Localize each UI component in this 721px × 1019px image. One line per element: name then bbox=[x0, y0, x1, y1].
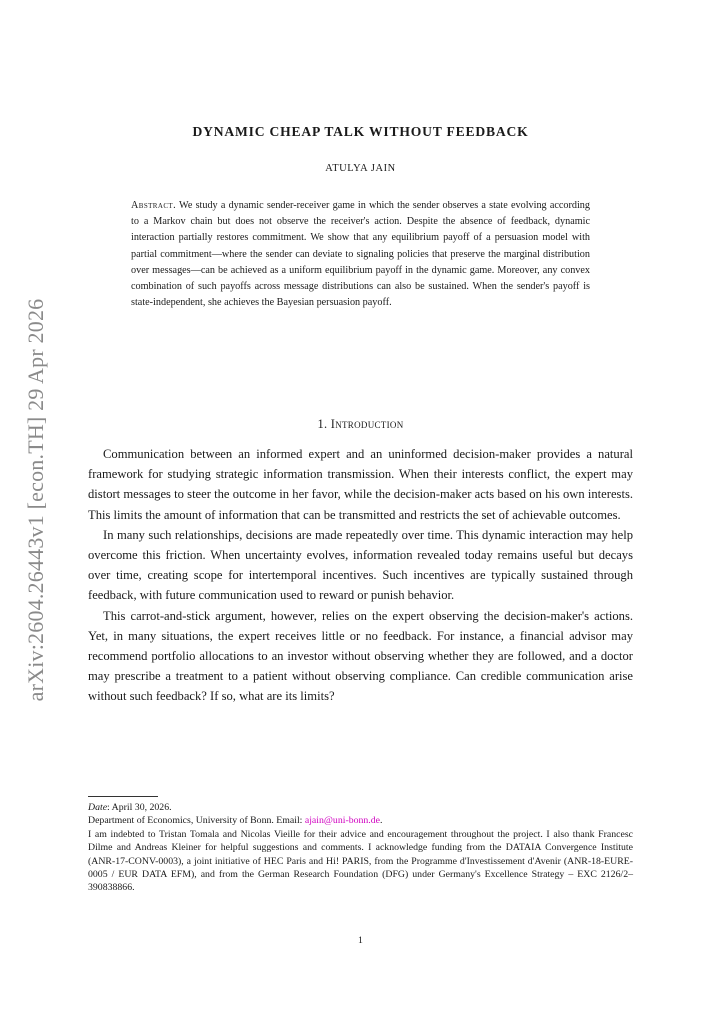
footnote-date bbox=[88, 801, 633, 814]
email-link[interactable]: ajain@uni-bonn.de bbox=[304, 815, 380, 827]
section-title: Introduction bbox=[330, 417, 404, 431]
affiliation-text: Department of Economics, University of Bonn. Email: bbox=[88, 815, 305, 827]
abstract bbox=[131, 198, 590, 311]
body-paragraph: Communication between an informed expert and an uninformed decision-maker provides a natural framework for studying strategic information transmission. When their interests conflict, the expert may distort messages to steer the outcome in her favor, while the decision-maker acts based on his own interests. This limits the amount of information that can be transmitted and restricts the set of achievable outcomes. bbox=[88, 447, 633, 522]
date-value: : April 30, 2026. bbox=[107, 802, 172, 813]
paper-title: DYNAMIC CHEAP TALK WITHOUT FEEDBACK bbox=[192, 124, 529, 139]
section-number: 1. bbox=[317, 417, 328, 431]
body-paragraph: This carrot-and-stick argument, however, relies on the expert observing the decision-maker's actions. Yet, in many situations, the expert receives little or no feedback. For instance, a financial advisor may recommend portfolio allocations to an investor without observing whether they are followed, and a doctor may prescribe a treatment to a patient without observing compliance. Can credible communication arise without such feedback? If so, what are its limits? bbox=[88, 608, 633, 704]
footnote-rule bbox=[88, 796, 158, 797]
body-text bbox=[88, 444, 633, 707]
abstract-label: Abstract. bbox=[131, 200, 177, 211]
abstract-text: We study a dynamic sender-receiver game in which the sender observes a state evolving according to a Markov chain but does not observe the receiver's action. Despite the absence of feedback, dynamic interaction partially restores commitment. We show that any equilibrium payoff of a persuasion model with partial commitment—where the sender can deviate to signaling policies that preserve the marginal distribution over messages—can be achieved as a uniform equilibrium payoff in the dynamic game. Moreover, any convex combination of such payoffs across message distributions can also be sustained. When the sender's payoff is state-independent, she achieves the Bayesian persuasion payoff. bbox=[131, 200, 590, 309]
body-paragraph: In many such relationships, decisions are made repeatedly over time. This dynamic interaction may help overcome this friction. When uncertainty evolves, information revealed today remains useful but decays over time, creating scope for intertemporal incentives. Such incentives are typically sustained through feedback, with future communication used to reward or punish behavior. bbox=[88, 527, 633, 603]
paper-author: ATULYA JAIN bbox=[325, 163, 396, 174]
footnote-affiliation bbox=[88, 814, 633, 827]
page-number: 1 bbox=[358, 935, 363, 946]
section-heading bbox=[0, 417, 721, 432]
affiliation-end: . bbox=[380, 815, 383, 827]
arxiv-identifier: arXiv:2604.26443v1 [econ.TH] 29 Apr 2026 bbox=[23, 298, 48, 702]
footnotes bbox=[88, 801, 633, 895]
footnote-acknowledgement: I am indebted to Tristan Tomala and Nicolas Vieille for their advice and encouragement throughout the project. I also thank Francesc Dilme and Andreas Kleiner for helpful suggestions and comments. I acknowledge funding from the DATAIA Convergence Institute (ANR-17-CONV-0003), a joint initiative of HEC Paris and Hi! PARIS, from the Programme d'Investissement d'Avenir (ANR-18-EURE-0005 / EUR DATA EFM), and from the German Research Foundation (DFG) under Germany's Excellence Strategy – EXC 2126/2–390838866. bbox=[88, 828, 633, 894]
date-label: Date bbox=[88, 802, 108, 813]
